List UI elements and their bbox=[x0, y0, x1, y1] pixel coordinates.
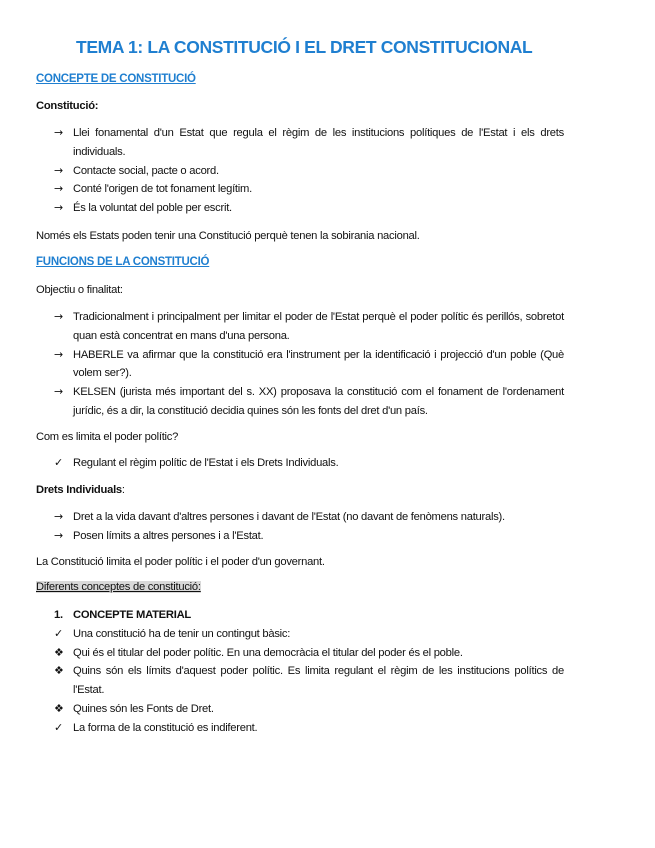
list-item: → Contacte social, pacte o acord. bbox=[36, 162, 564, 181]
arrow-icon: → bbox=[54, 201, 63, 215]
arrow-icon: → bbox=[54, 510, 63, 523]
arrow-icon: → bbox=[54, 310, 63, 323]
list-item: ✓ Regulant el règim polític de l'Estat i els Drets Individuals. bbox=[36, 454, 564, 473]
limit-question: Com es limita el poder polític? bbox=[36, 431, 179, 443]
section-heading-concepte: CONCEPTE DE CONSTITUCIÓ bbox=[36, 73, 196, 85]
list-item: → Dret a la vida davant d'altres persones i davant de l'Estat (no davant de fenòmens naturals). bbox=[36, 508, 564, 527]
list-item: → Conté l'origen de tot fonament legítim. bbox=[36, 180, 564, 199]
arrow-icon: → bbox=[54, 528, 63, 542]
concepte-material-list bbox=[36, 606, 564, 738]
diamond-bullet-icon: ❖ bbox=[54, 645, 64, 659]
check-icon: ✓ bbox=[54, 720, 63, 734]
constitucio-label: Constitució: bbox=[36, 100, 99, 112]
arrow-icon: → bbox=[54, 163, 63, 177]
list-item: → HABERLE va afirmar que la constitució era l'instrument per la identificació i projecció d'un poble (Què volem ser?). bbox=[54, 347, 564, 380]
list-item: → És la voluntat del poble per escrit. bbox=[36, 199, 564, 218]
number-label: 1. bbox=[54, 609, 63, 621]
drets-individuals-label: Drets Individuals: bbox=[36, 484, 125, 496]
sobirania-note: Només els Estats poden tenir una Constitució perquè tenen la sobirania nacional. bbox=[36, 230, 420, 242]
list-item: ❖ Quines són les Fonts de Dret. bbox=[36, 700, 564, 719]
list-item: → KELSEN (jurista més important del s. XX) proposava la constitució com el fonament de l'ordenament jurídic, és a dir, la constitució decidia quines són les fonts del dret d'un país. bbox=[54, 385, 564, 417]
list-item: ✓ Una constitució ha de tenir un contingut bàsic: bbox=[36, 625, 564, 644]
objectiu-label: Objectiu o finalitat: bbox=[36, 284, 123, 296]
arrow-icon: → bbox=[54, 126, 63, 139]
conceptes-heading: Diferents conceptes de constitució: bbox=[36, 581, 201, 593]
arrow-icon: → bbox=[54, 385, 63, 399]
check-icon: ✓ bbox=[54, 626, 63, 640]
list-item: ✓ La forma de la constitució es indiferent. bbox=[36, 719, 564, 738]
list-item: → Posen límits a altres persones i a l'Estat. bbox=[36, 527, 564, 546]
numbered-item: 1. CONCEPTE MATERIAL bbox=[36, 606, 564, 625]
constitucio-definition-list bbox=[36, 124, 564, 218]
conclusion-text: La Constitució limita el poder polític i el poder d'un governant. bbox=[36, 556, 325, 568]
limit-answer-list bbox=[36, 454, 564, 473]
document-title: TEMA 1: LA CONSTITUCIÓ I EL DRET CONSTITUCIONAL bbox=[76, 37, 533, 57]
diamond-bullet-icon: ❖ bbox=[54, 701, 64, 715]
check-icon: ✓ bbox=[54, 456, 63, 469]
list-item: → Llei fonamental d'un Estat que regula el règim de les institucions polítiques de l'Estat i els drets individuals. bbox=[54, 126, 564, 158]
arrow-icon: → bbox=[54, 347, 63, 361]
list-item: ❖ Quins són els límits d'aquest poder polític. Es limita regulant el règim de les institucions polítics de l'Estat. bbox=[54, 664, 564, 697]
section-heading-funcions: FUNCIONS DE LA CONSTITUCIÓ bbox=[36, 256, 210, 268]
arrow-icon: → bbox=[54, 182, 63, 196]
funcions-list bbox=[36, 308, 564, 421]
drets-list bbox=[36, 508, 564, 546]
list-item: ❖ Qui és el titular del poder polític. En una democràcia el titular del poder és el poble. bbox=[36, 644, 564, 663]
diamond-bullet-icon: ❖ bbox=[54, 664, 64, 678]
list-item: → Tradicionalment i principalment per limitar el poder de l'Estat perquè el poder polític és perillós, sobretot quan està concentrat en mans d'una persona. bbox=[54, 310, 564, 342]
